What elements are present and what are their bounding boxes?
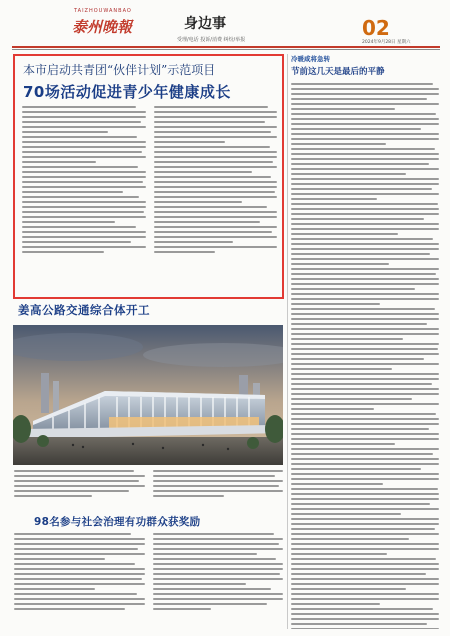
- text-line: [291, 133, 439, 135]
- right-story-kicker: 冷暖咸将急转: [291, 55, 330, 63]
- text-line: [291, 358, 424, 360]
- text-line: [291, 418, 439, 420]
- building-rendering-image: [13, 325, 283, 465]
- text-line: [291, 513, 401, 515]
- text-line: [291, 353, 439, 355]
- text-line: [291, 308, 435, 310]
- lead-story-body: [22, 106, 277, 294]
- text-line: [291, 563, 439, 565]
- svg-text:泰州晚報: 泰州晚報: [72, 18, 133, 36]
- text-line: [291, 348, 438, 350]
- text-line: [291, 488, 438, 490]
- text-line: [291, 248, 439, 250]
- text-line: [291, 323, 427, 325]
- text-line: [291, 83, 433, 85]
- text-line: [291, 343, 439, 345]
- text-line: [291, 448, 439, 450]
- text-line: [291, 243, 439, 245]
- text-line: [291, 443, 395, 445]
- text-line: [291, 213, 439, 215]
- text-line: [291, 548, 439, 550]
- text-line: [291, 303, 380, 305]
- text-line: [291, 558, 436, 560]
- text-line: [291, 483, 383, 485]
- text-line: [291, 148, 435, 150]
- text-line: [291, 278, 439, 280]
- text-line: [291, 318, 439, 320]
- text-line: [291, 593, 439, 595]
- text-line: [291, 313, 439, 315]
- newspaper-logo-icon: [70, 15, 134, 37]
- text-line: [291, 283, 439, 285]
- story3-body: [14, 533, 283, 629]
- text-line: [291, 273, 436, 275]
- text-line: [291, 193, 439, 195]
- text-line: [291, 423, 439, 425]
- text-line: [291, 583, 439, 585]
- text-line: [291, 328, 439, 330]
- text-line: [291, 128, 421, 130]
- text-line: [291, 588, 406, 590]
- text-line: [291, 198, 377, 200]
- right-story-headline: 节前这几天是最后的平静: [291, 67, 385, 77]
- text-line: [291, 393, 439, 395]
- masthead-rule: [12, 46, 440, 48]
- story3-body-col-left: [14, 533, 145, 629]
- lead-story-highlight[interactable]: [13, 54, 284, 299]
- text-line: [291, 498, 439, 500]
- text-line: [291, 453, 433, 455]
- text-line: [291, 413, 436, 415]
- issue-date: 2024年9月28日 星期六: [362, 40, 411, 45]
- text-line: [291, 368, 392, 370]
- text-line: [291, 178, 439, 180]
- text-line: [291, 628, 439, 629]
- text-line: [291, 578, 439, 580]
- text-line: [291, 518, 439, 520]
- text-line: [291, 158, 439, 160]
- text-line: [291, 473, 439, 475]
- lead-story-kicker: 本市启动共青团“伙伴计划”示范项目: [23, 63, 216, 77]
- text-line: [291, 598, 439, 600]
- text-line: [291, 113, 436, 115]
- text-line: [291, 263, 389, 265]
- text-line: [291, 503, 430, 505]
- text-line: [291, 403, 439, 405]
- text-line: [291, 258, 439, 260]
- text-line: [291, 223, 439, 225]
- right-story-body: [291, 83, 439, 629]
- text-line: [291, 338, 403, 340]
- building-rendering-icon: [13, 325, 283, 465]
- text-line: [291, 293, 439, 295]
- text-line: [291, 163, 429, 165]
- text-line: [291, 253, 430, 255]
- text-line: [291, 543, 439, 545]
- text-line: [291, 438, 439, 440]
- text-line: [291, 608, 433, 610]
- text-line: [291, 618, 439, 620]
- text-line: [291, 478, 439, 480]
- text-line: [291, 238, 433, 240]
- text-line: [291, 118, 439, 120]
- text-line: [291, 98, 427, 100]
- section-title: 身边事: [184, 16, 226, 32]
- text-line: [291, 218, 424, 220]
- text-line: [291, 433, 439, 435]
- text-line: [291, 373, 439, 375]
- text-line: [291, 208, 439, 210]
- text-line: [291, 398, 412, 400]
- text-line: [291, 528, 435, 530]
- text-line: [291, 103, 439, 105]
- text-line: [291, 93, 439, 95]
- lead-body-col-left: [22, 106, 146, 294]
- text-line: [291, 143, 386, 145]
- text-line: [291, 203, 438, 205]
- page-number: 02: [362, 16, 390, 40]
- text-line: [291, 538, 409, 540]
- text-line: [291, 533, 439, 535]
- text-line: [291, 428, 429, 430]
- section-subtitle: 受理/电话 投诉/消费 纠纷/举报: [177, 37, 246, 43]
- text-line: [291, 188, 432, 190]
- column-divider: [287, 54, 288, 629]
- text-line: [291, 268, 439, 270]
- story2-body-col-right: [153, 470, 284, 504]
- text-line: [291, 383, 432, 385]
- text-line: [291, 88, 439, 90]
- story3-body-col-right: [153, 533, 284, 629]
- text-line: [291, 468, 421, 470]
- text-line: [291, 123, 439, 125]
- text-line: [291, 108, 395, 110]
- lead-body-col-right: [154, 106, 278, 294]
- text-line: [291, 508, 439, 510]
- text-line: [291, 493, 439, 495]
- story2-headline[interactable]: 姜高公路交通综合体开工: [18, 303, 150, 317]
- text-line: [291, 173, 406, 175]
- text-line: [291, 463, 439, 465]
- text-line: [291, 378, 439, 380]
- text-line: [291, 573, 426, 575]
- text-line: [291, 363, 439, 365]
- text-line: [291, 568, 439, 570]
- text-line: [291, 168, 439, 170]
- story3-headline[interactable]: 98名参与社会治理有功群众获奖励: [34, 516, 201, 528]
- right-column-story[interactable]: [291, 54, 439, 629]
- text-line: [291, 333, 439, 335]
- text-line: [291, 623, 427, 625]
- text-line: [291, 603, 380, 605]
- text-line: [291, 553, 387, 555]
- story2-body: [14, 470, 283, 504]
- text-line: [291, 388, 439, 390]
- text-line: [291, 288, 415, 290]
- text-line: [291, 233, 398, 235]
- text-line: [291, 523, 439, 525]
- masthead-pinyin: TAIZHOUWANBAO: [74, 8, 132, 14]
- text-line: [291, 298, 439, 300]
- masthead: [12, 6, 440, 46]
- text-line: [291, 183, 439, 185]
- text-line: [291, 613, 439, 615]
- text-line: [291, 458, 439, 460]
- story2-body-col-left: [14, 470, 145, 504]
- masthead-rule-thin: [12, 49, 440, 50]
- text-line: [291, 408, 374, 410]
- text-line: [291, 228, 439, 230]
- text-line: [291, 138, 439, 140]
- text-line: [291, 153, 439, 155]
- lead-story-headline: 70场活动促进青少年健康成长: [23, 83, 231, 101]
